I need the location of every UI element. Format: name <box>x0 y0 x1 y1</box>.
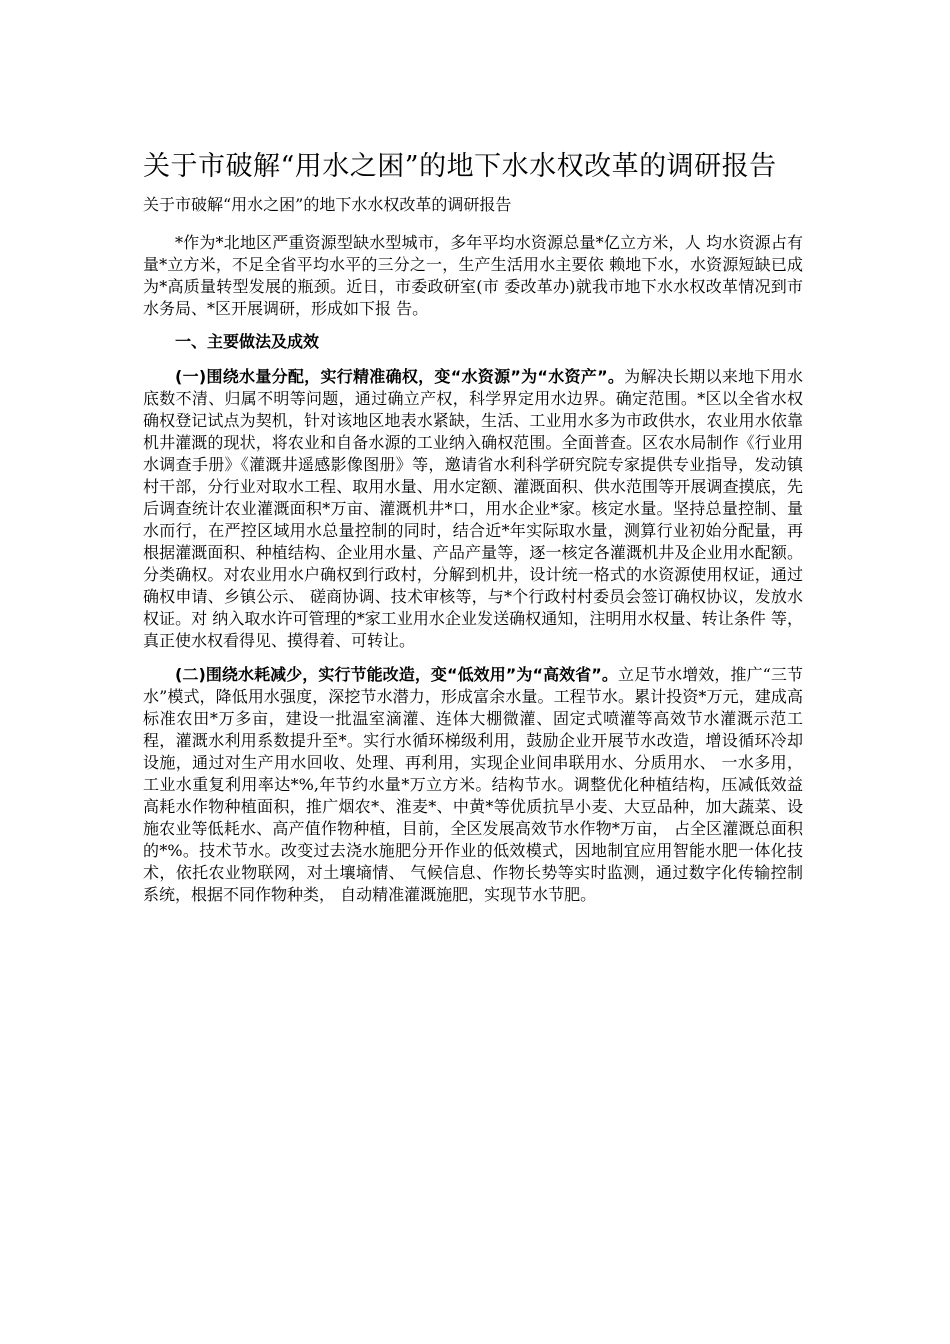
item-2-paragraph <box>143 664 803 906</box>
item-2-heading: (二)围绕水耗减少，实行节能改造，变“低效用”为“高效省”。 <box>175 665 618 684</box>
document-page <box>143 146 803 906</box>
item-1-paragraph <box>143 366 803 652</box>
section-heading: 一、主要做法及成效 <box>175 332 320 351</box>
item-1-body: 为解决长期以来地下用水底数不清、归属不明等问题，通过确立产权，科学界定用水边界。确定范围。*区以全省水权确权登记试点为契机，针对该地区地表水紧缺，生活、工业用水多为市政供水，农业用水依靠机井灌溉的现状，将农业和自备水源的工业纳入确权范围。全面普查。区农水局制作《行业用水调查手册》《灌溉井遥感影像图册》等，邀请省水利科学研究院专家提供专业指导，发动镇村干部，分行业对取水工程、取用水量、用水定额、灌溉面积、供水范围等开展调查摸底，先后调查统计农业灌溉面积*万亩、灌溉机井*口，用水企业*家。核定水量。坚持总量控制、量水而行，在严控区域用水总量控制的同时，结合近*年实际取水量，测算行业初始分配量，再根据灌溉面积、种植结构、企业用水量、产品产量等，逐一核定各灌溉机井及企业用水配额。分类确权。对农业用水户确权到行政村，分解到机井，设计统一格式的水资源使用权证，通过确权申请、乡镇公示、 磋商协调、技术审核等，与*个行政村村委员会签订确权协议，发放水权证。对 纳入取水许可管理的*家工业用水企业发送确权通知，注明用水权量、转让条件 等，真正使水权看得见、摸得着、可转让。 <box>143 367 803 650</box>
item-2-body: 立足节水增效，推广“三节水”模式，降低用水强度，深挖节水潜力，形成富余水量。工程节水。累计投资*万元，建成高标准农田*万多亩，建设一批温室滴灌、连体大棚微灌、固定式喷灌等高效节水灌溉示范工程，灌溉水利用系数提升至*。实行水循环梯级利用，鼓励企业开展节水改造，增设循环冷却设施，通过对生产用水回收、处理、再利用，实现企业间串联用水、分质用水、 一水多用，工业水重复利用率达*%,年节约水量*万立方米。结构节水。调整优化种植结构，压减低效益高耗水作物种植面积，推广烟农*、淮麦*、中黄*等优质抗旱小麦、大豆品种，加大蔬菜、设施农业等低耗水、高产值作物种植，目前，全区发展高效节水作物*万亩， 占全区灌溉总面积的*%。技术节水。改变过去浇水施肥分开作业的低效模式，因地制宜应用智能水肥一体化技术，依托农业物联网，对土壤墒情、 气候信息、作物长势等实时监测，通过数字化传输控制系统，根据不同作物种类， 自动精准灌溉施肥，实现节水节肥。 <box>143 665 803 904</box>
document-subtitle: 关于市破解“用水之困”的地下水水权改革的调研报告 <box>143 195 512 214</box>
intro-paragraph: *作为*北地区严重资源型缺水型城市，多年平均水资源总量*亿立方米，人 均水资源占有量*立方米，不足全省平均水平的三分之一，生产生活用水主要依 赖地下水，水资源短缺已成为*高质量转型发展的瓶颈。近日，市委政研室(市 委改革办)就我市地下水水权改革情况到市水务局、*区开展调研，形成如下报 告。 <box>143 233 803 318</box>
item-1-heading: (一)围绕水量分配，实行精准确权，变“水资源”为“水资产”。 <box>175 367 625 386</box>
document-title: 关于市破解“用水之困”的地下水水权改革的调研报告 <box>143 151 777 182</box>
